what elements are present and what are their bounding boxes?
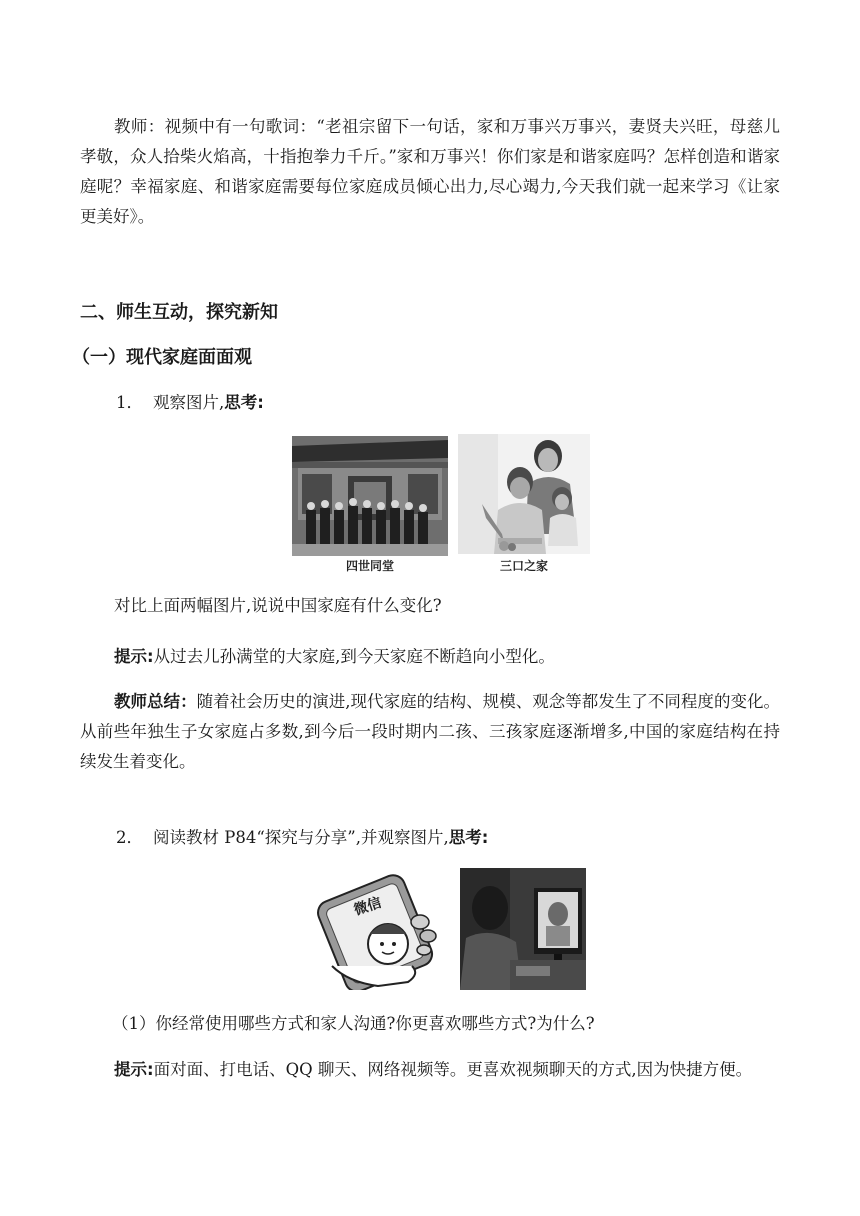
caption-three-person-family: 三口之家 <box>499 559 548 573</box>
hint-2-label: 提示: <box>114 1060 154 1079</box>
question-1: 对比上面两幅图片,说说中国家庭有什么变化? <box>114 596 442 615</box>
hint-1 <box>80 642 780 672</box>
teacher-summary <box>80 687 780 777</box>
caption-four-generations: 四世同堂 <box>345 559 394 573</box>
item-2-text: 阅读教材 P84“探究与分享”,并观察图片, <box>153 828 449 847</box>
hint-2-text: 面对面、打电话、QQ 聊天、网络视频等。更喜欢视频聊天的方式,因为快捷方便。 <box>153 1060 753 1079</box>
hint-2 <box>80 1055 780 1085</box>
summary-text: 随着社会历史的演进,现代家庭的结构、规模、观念等都发生了不同程度的变化。从前些年独生子女家庭占多数,到今后一段时期内二孩、三孩家庭逐渐增多,中国的家庭结构在持续发生着变化。 <box>80 692 780 771</box>
item-1-number: 1． <box>116 393 143 412</box>
wechat-phone-illustration <box>308 870 448 990</box>
item-2-bold: 思考: <box>448 828 489 847</box>
hint-1-text: 从过去儿孙满堂的大家庭,到今天家庭不断趋向小型化。 <box>153 647 555 666</box>
item-1-text: 观察图片, <box>153 393 225 412</box>
four-generation-photo <box>292 436 448 556</box>
item-2 <box>116 823 776 853</box>
intro-text: 视频中有一句歌词：“老祖宗留下一句话，家和万事兴万事兴，妻贤夫兴旺，母慈儿孝敬，众人拾柴火焰高，十指抱拳力千斤。”家和万事兴！你们家是和谐家庭吗？怎样创造和谐家庭呢？幸福家庭、和谐家庭需要每位家庭成员倾心出力,尽心竭力,今天我们就一起来学习《让家更美好》。 <box>80 117 781 226</box>
phone-label: 微信 <box>352 894 384 919</box>
summary-label: 教师总结： <box>114 692 197 711</box>
item-1-bold: 思考: <box>224 393 264 412</box>
item-2-number: 2． <box>116 828 143 847</box>
hint-1-label: 提示: <box>114 647 154 666</box>
subsection-heading: （一）现代家庭面面观 <box>72 347 252 368</box>
intro-paragraph <box>80 112 780 232</box>
question-2: （1）你经常使用哪些方式和家人沟通?你更喜欢哪些方式?为什么? <box>112 1014 595 1033</box>
section-heading: 二、师生互动，探究新知 <box>80 302 278 323</box>
intro-speaker: 教师： <box>114 117 165 136</box>
item-1 <box>116 388 776 418</box>
three-person-family-photo <box>458 434 590 554</box>
video-chat-photo <box>460 868 586 990</box>
